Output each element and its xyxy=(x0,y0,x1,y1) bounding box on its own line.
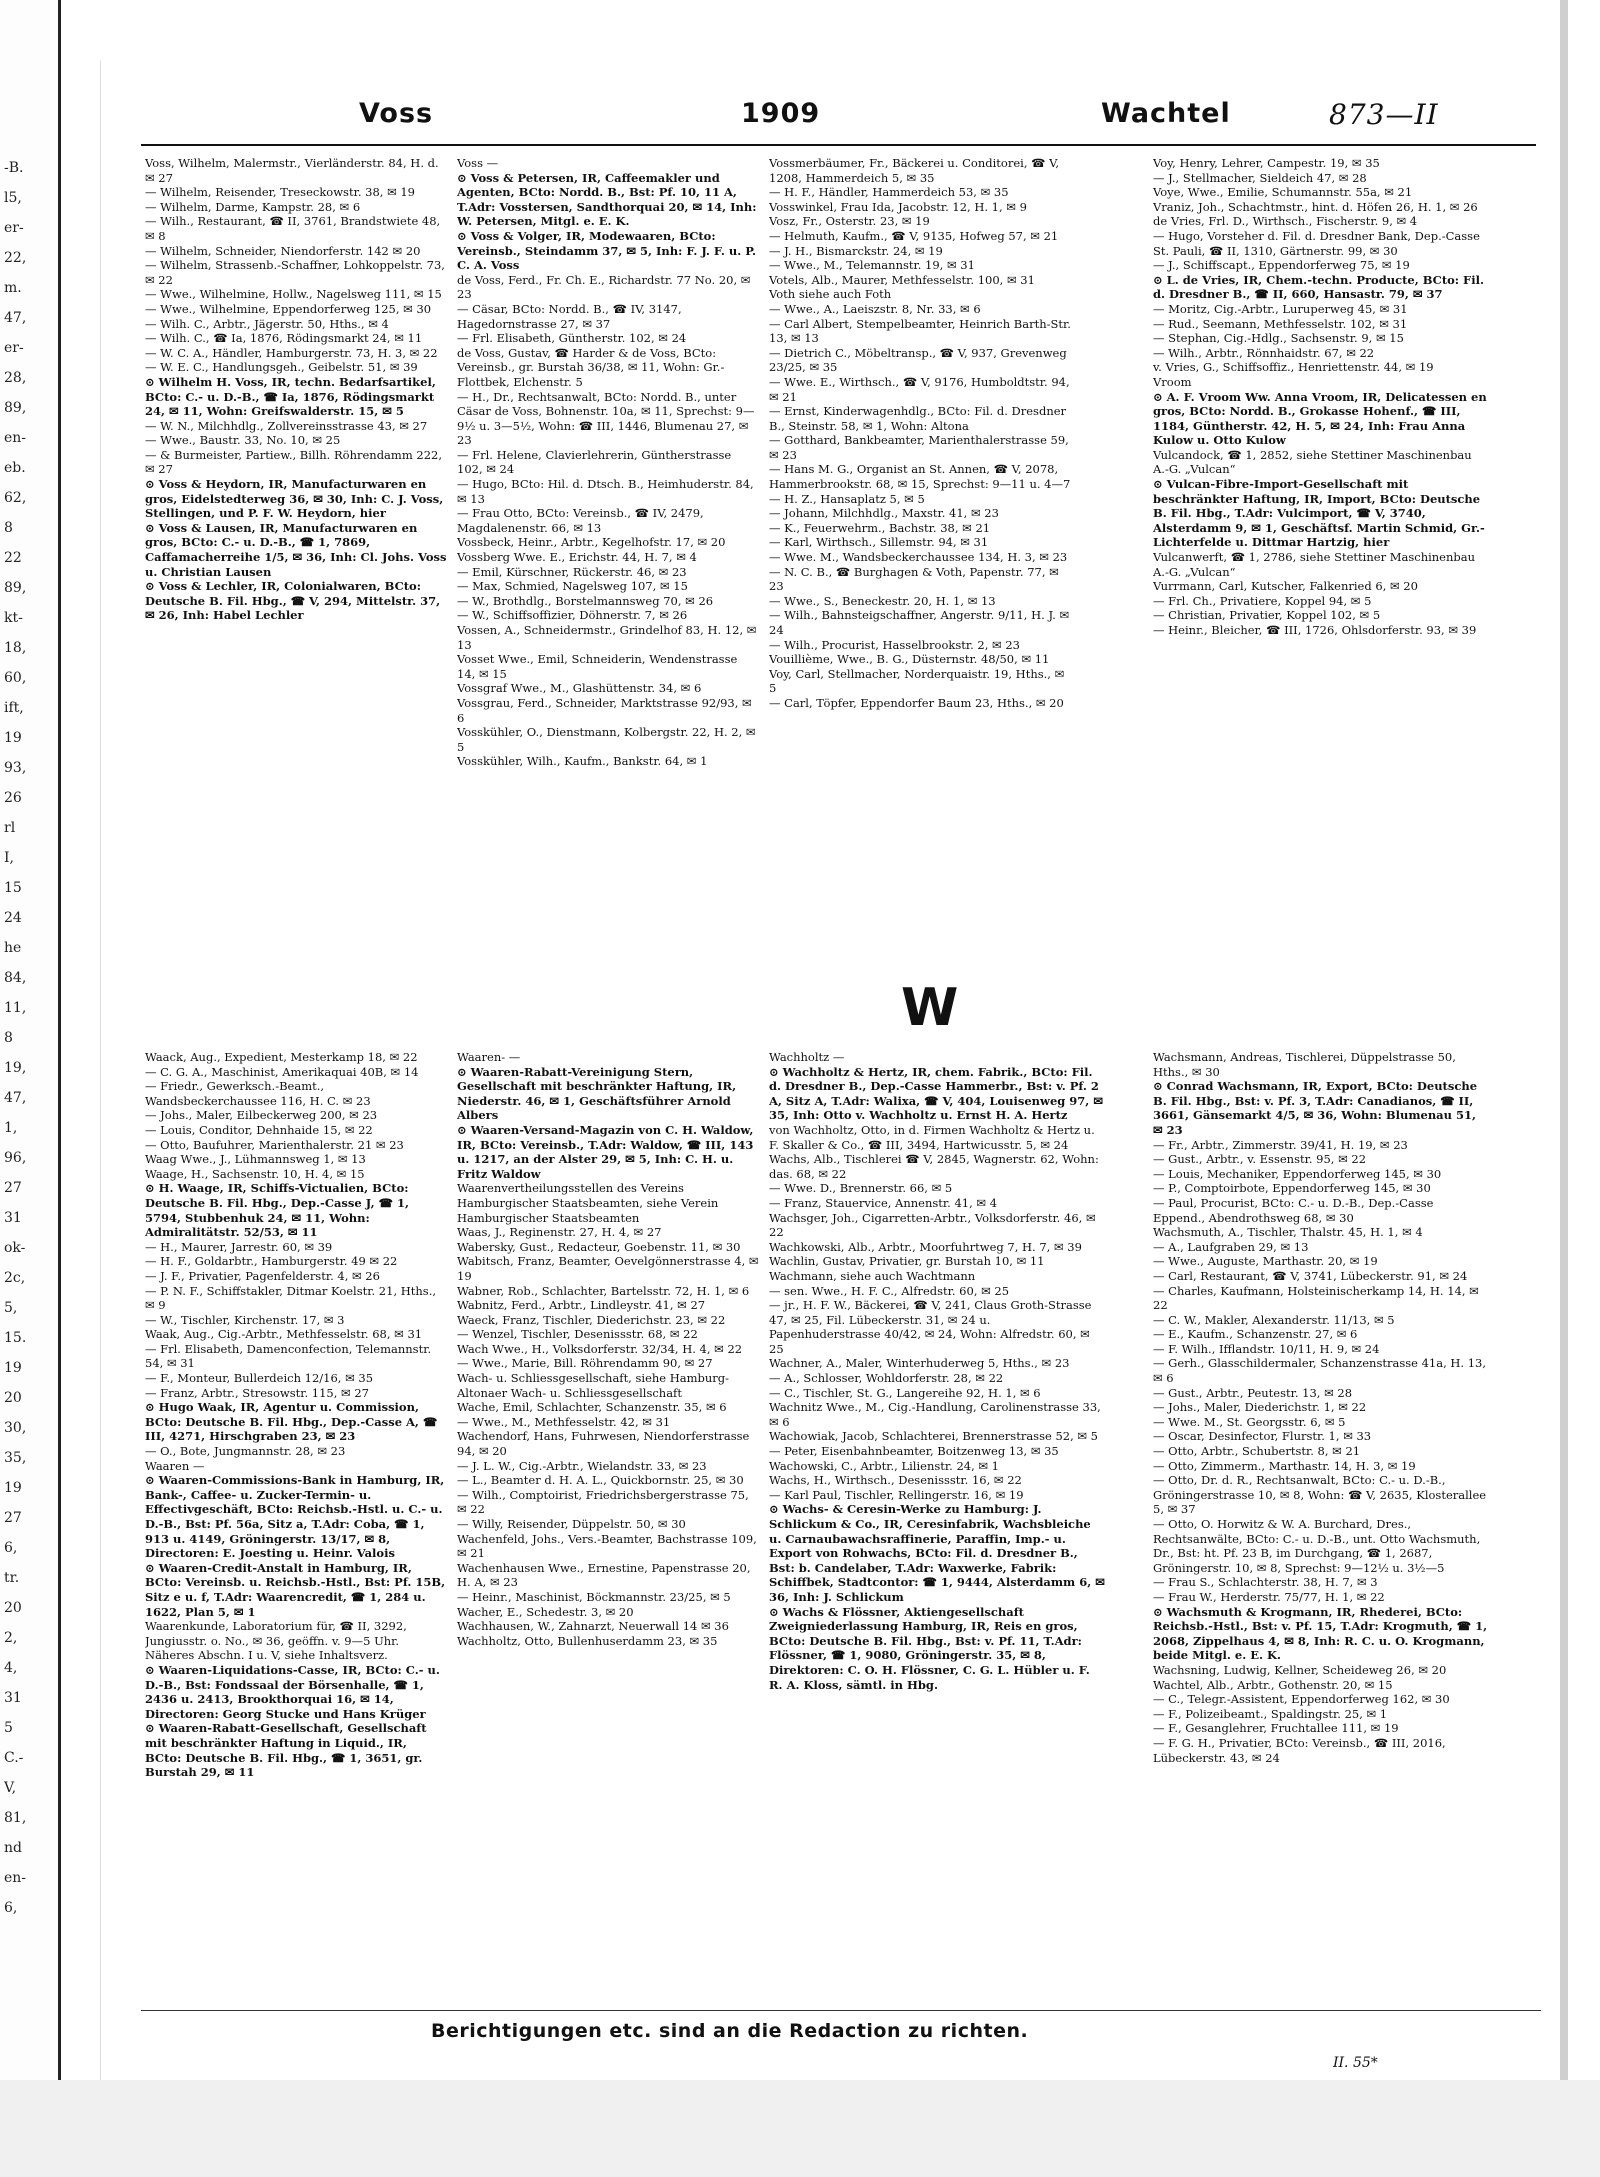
directory-entry: — Wwe. E., Wirthsch., ☎ V, 9176, Humboldtstr. 94, ✉ 21 xyxy=(769,374,1070,404)
directory-entry: Wachner, A., Maler, Winterhuderweg 5, Hths., ✉ 23 xyxy=(769,1356,1070,1371)
gutter-shadow-line xyxy=(58,0,61,2177)
directory-entry: — C. W., Makler, Alexanderstr. 11/13, ✉ 5 xyxy=(1153,1312,1395,1327)
directory-entry: — O., Bote, Jungmannstr. 28, ✉ 23 xyxy=(145,1444,346,1459)
directory-entry: Wachowski, C., Arbtr., Lilienstr. 24, ✉ 1 xyxy=(769,1458,999,1473)
bottom-column-2 xyxy=(457,1050,759,2005)
directory-entry: — K., Feuerwehrm., Bachstr. 38, ✉ 21 xyxy=(769,520,991,535)
directory-entry: — Wilh., Bahnsteigschaffner, Angerstr. 9/11, H. J. ✉ 24 xyxy=(769,608,1070,637)
directory-entry: — Wilhelm, Darme, Kampstr. 28, ✉ 6 xyxy=(145,199,361,214)
directory-entry: — Wilh. C., Arbtr., Jägerstr. 50, Hths., ✉ 4 xyxy=(145,316,389,331)
directory-entry: — Stephan, Cig.-Hdlg., Sachsenstr. 9, ✉ 15 xyxy=(1153,331,1404,346)
header-rule xyxy=(141,144,1536,146)
directory-entry: — Dietrich C., Möbeltransp., ☎ V, 937, Grevenweg 23/25, ✉ 35 xyxy=(769,345,1067,375)
directory-entry: — J. H., Bismarckstr. 24, ✉ 19 xyxy=(769,243,943,258)
signature-mark: II. 55* xyxy=(1333,2055,1378,2071)
gutter-fragment: er- xyxy=(4,220,24,236)
directory-entry: Vosswinkel, Frau Ida, Jacobstr. 12, H. 1, ✉ 9 xyxy=(769,199,1027,214)
directory-entry: ⊙ Wachsmuth & Krogmann, IR, Rhederei, BCto: Reichsb.-Hstl., Bst: v. Pf. 15, T.Adr: Krogmuth, ☎ 1, 2068, Zippelhaus 4, ✉ 8, Inh: R. C. u. O. Krogmann, beide Mitgl. e. E. K. xyxy=(1153,1604,1488,1663)
directory-entry: Vossen, A., Schneidermstr., Grindelhof 83, H. 12, ✉ 13 xyxy=(457,623,757,652)
gutter-fragment: he xyxy=(4,940,22,956)
directory-entry: ⊙ Waaren-Commissions-Bank in Hamburg, IR, Bank-, Caffee- u. Zucker-Termin- u. Effectivgeschäft, BCto: Reichsb.-Hstl. u. C.- u. D.-B., Bst: Pf. 56a, Sitz a, T.Adr: Coba, ☎ 1, 913 u. 4149, Gröningerstr. 13/17, ✉ 8, Directoren: E. Joesting u. Heinr. Valois xyxy=(145,1473,445,1561)
directory-entry: Wach- u. Schliessgesellschaft, siehe Hamburg-Altonaer Wach- u. Schliessgesellschaft xyxy=(457,1371,730,1400)
directory-entry: ⊙ L. de Vries, IR, Chem.-techn. Producte, BCto: Fil. d. Dresdner B., ☎ II, 660, Hansastr. 79, ✉ 37 xyxy=(1153,272,1484,302)
gutter-fragment: 89, xyxy=(4,580,27,596)
directory-entry: Voye, Wwe., Emilie, Schumannstr. 55a, ✉ 21 xyxy=(1153,185,1413,200)
directory-entry: — Gust., Arbtr., v. Essenstr. 95, ✉ 22 xyxy=(1153,1152,1367,1167)
directory-entry: Wachs, Alb., Tischlerei ☎ V, 2845, Wagnerstr. 62, Wohn: das. 68, ✉ 22 xyxy=(769,1152,1099,1181)
directory-entry: — Louis, Conditor, Dehnhaide 15, ✉ 22 xyxy=(145,1122,373,1137)
directory-entry: Wach Wwe., H., Volksdorferstr. 32/34, H. 4, ✉ 22 xyxy=(457,1341,743,1356)
directory-entry: ⊙ Voss & Lechler, IR, Colonialwaren, BCto: Deutsche B. Fil. Hbg., ☎ V, 294, Mittelstr. 37, ✉ 26, Inh: Habel Lechler xyxy=(145,579,441,623)
top-column-2 xyxy=(457,156,759,956)
gutter-fragment: V, xyxy=(4,1780,17,1796)
gutter-fragment: en- xyxy=(4,1870,27,1886)
left-gutter-strip xyxy=(0,0,58,2177)
gutter-fragment: 47, xyxy=(4,310,27,326)
gutter-fragment: 18, xyxy=(4,640,27,656)
directory-entry: Vosz, Fr., Osterstr. 23, ✉ 19 xyxy=(769,214,930,229)
directory-entry: Wachholtz — xyxy=(769,1050,845,1064)
directory-entry: — F. G. H., Privatier, BCto: Vereinsb., ☎ III, 2016, Lübeckerstr. 43, ✉ 24 xyxy=(1153,1735,1446,1765)
directory-entry: — Gerh., Glasschildermaler, Schanzenstrasse 41a, H. 13, ✉ 6 xyxy=(1153,1356,1487,1386)
directory-entry: Waaren — xyxy=(145,1458,205,1473)
gutter-fragment: I, xyxy=(4,850,14,866)
gutter-fragment: 89, xyxy=(4,400,27,416)
directory-entry: — Hans M. G., Organist an St. Annen, ☎ V, 2078, Hammerbrookstr. 68, ✉ 15, Sprechst: 9—11 u. 4—7 xyxy=(769,462,1071,492)
directory-entry: — Wilhelm, Schneider, Niendorferstr. 142 ✉ 20 xyxy=(145,243,421,258)
directory-entry: ⊙ A. F. Vroom Ww. Anna Vroom, IR, Delicatessen en gros, BCto: Nordd. B., Grokasse Hohenf., ☎ III, 1184, Güntherstr. 42, H. 5, ✉ 24, Inh: Frau Anna Kulow u. Otto Kulow xyxy=(1153,389,1487,448)
gutter-fragment: 28, xyxy=(4,370,27,386)
directory-entry: — H. F., Händler, Hammerdeich 53, ✉ 35 xyxy=(769,185,1009,200)
directory-entry: — Wwe., Wilhelmine, Eppendorferweg 125, ✉ 30 xyxy=(145,301,432,316)
directory-entry: Wabitsch, Franz, Beamter, Oevelgönnerstrasse 4, ✉ 19 xyxy=(457,1254,759,1283)
footer-rule xyxy=(141,2010,1541,2011)
directory-entry: Wachsning, Ludwig, Kellner, Scheideweg 26, ✉ 20 xyxy=(1153,1662,1447,1677)
directory-entry: — W. E. C., Handlungsgeh., Geibelstr. 51, ✉ 39 xyxy=(145,360,418,375)
directory-entry: — Wilh., Comptoirist, Friedrichsbergerstrasse 75, ✉ 22 xyxy=(457,1487,749,1517)
directory-entry: von Wachholtz, Otto, in d. Firmen Wachholtz & Hertz u. F. Skaller & Co., ☎ III, 3494, Hartwicusstr. 5, ✉ 24 xyxy=(769,1122,1095,1152)
directory-entry: Wabnitz, Ferd., Arbtr., Lindleystr. 41, ✉ 27 xyxy=(457,1298,706,1313)
gutter-fragment: 19 xyxy=(4,730,22,746)
directory-entry: Waas, J., Reginenstr. 27, H. 4, ✉ 27 xyxy=(457,1225,662,1240)
directory-entry: Vossgrau, Ferd., Schneider, Marktstrasse 92/93, ✉ 6 xyxy=(457,695,752,725)
gutter-fragment: 8 xyxy=(4,520,13,536)
directory-entry: — C., Tischler, St. G., Langereihe 92, H. 1, ✉ 6 xyxy=(769,1385,1041,1400)
header-page-number: 873—II xyxy=(1329,98,1439,131)
directory-entry: — Charles, Kaufmann, Holsteinischerkamp 14, H. 14, ✉ 22 xyxy=(1153,1283,1479,1313)
directory-entry: — Frau W., Herderstr. 75/77, H. 1, ✉ 22 xyxy=(1153,1589,1385,1604)
gutter-fragment: 22, xyxy=(4,250,27,266)
gutter-fragment: nd xyxy=(4,1840,22,1856)
directory-entry: — Frl. Helene, Clavierlehrerin, Güntherstrasse 102, ✉ 24 xyxy=(457,447,732,477)
directory-entry: Vouillième, Wwe., B. G., Düsternstr. 48/50, ✉ 11 xyxy=(769,652,1050,667)
directory-entry: Wachkowski, Alb., Arbtr., Moorfuhrtweg 7, H. 7, ✉ 39 xyxy=(769,1239,1082,1254)
directory-entry: Wachsmann, Andreas, Tischlerei, Düppelstrasse 50, Hths., ✉ 30 xyxy=(1153,1050,1456,1079)
directory-entry: — Wwe. M., St. Georgsstr. 6, ✉ 5 xyxy=(1153,1414,1346,1429)
directory-entry: ⊙ Waaren-Versand-Magazin von C. H. Waldow, IR, BCto: Vereinsb., T.Adr: Waldow, ☎ III, 143 u. 1217, an der Alster 29, ✉ 5, Inh: C. H. u. Fritz Waldow xyxy=(457,1122,754,1181)
directory-entry: — Christian, Privatier, Koppel 102, ✉ 5 xyxy=(1153,608,1381,623)
directory-entry: — Otto, Baufuhrer, Marienthalerstr. 21 ✉ 23 xyxy=(145,1137,404,1152)
bottom-column-3 xyxy=(769,1050,1105,2005)
directory-entry: — W. C. A., Händler, Hamburgerstr. 73, H. 3, ✉ 22 xyxy=(145,345,438,360)
directory-entry: — W., Brothdlg., Borstelmannsweg 70, ✉ 26 xyxy=(457,593,714,608)
directory-entry: Vossgraf Wwe., M., Glashüttenstr. 34, ✉ 6 xyxy=(457,681,702,696)
directory-entry: — H., Maurer, Jarrestr. 60, ✉ 39 xyxy=(145,1239,333,1254)
top-column-1 xyxy=(145,156,447,956)
directory-entry: — Friedr., Gewerksch.-Beamt., Wandsbeckerchaussee 116, H. C. ✉ 23 xyxy=(145,1079,371,1108)
directory-entry: Wabersky, Gust., Redacteur, Goebenstr. 11, ✉ 30 xyxy=(457,1239,741,1254)
directory-entry: Waarenkunde, Laboratorium für, ☎ II, 3292, Jungiusstr. o. No., ✉ 36, geöffn. v. 9—5 Uhr. Näheres Abschn. I u. V, siehe Inhaltsverz. xyxy=(145,1619,407,1663)
gutter-fragment: er- xyxy=(4,340,24,356)
directory-entry: — Frau S., Schlachterstr. 38, H. 7, ✉ 3 xyxy=(1153,1575,1378,1590)
gutter-fragment: 19, xyxy=(4,1060,27,1076)
gutter-fragment: tr. xyxy=(4,1570,20,1586)
directory-entry: — Otto, Zimmerm., Marthastr. 14, H. 3, ✉ 19 xyxy=(1153,1458,1416,1473)
gutter-fragment: 24 xyxy=(4,910,22,926)
directory-entry: — Emil, Kürschner, Rückerstr. 46, ✉ 23 xyxy=(457,564,687,579)
directory-entry: — F., Polizeibeamt., Spaldingstr. 25, ✉ 1 xyxy=(1153,1706,1388,1721)
section-letter: W xyxy=(901,978,959,1038)
directory-entry: Wachtel, Alb., Arbtr., Gothenstr. 20, ✉ 15 xyxy=(1153,1677,1393,1692)
directory-entry: — Johann, Milchhdlg., Maxstr. 41, ✉ 23 xyxy=(769,506,999,521)
directory-entry: — Wilh., Restaurant, ☎ II, 3761, Brandstwiete 48, ✉ 8 xyxy=(145,214,441,243)
gutter-fragment: ift, xyxy=(4,700,24,716)
directory-entry: Voss — xyxy=(457,156,499,170)
directory-entry: — Wwe., Auguste, Marthastr. 20, ✉ 19 xyxy=(1153,1254,1378,1269)
directory-entry: — Johs., Maler, Eilbeckerweg 200, ✉ 23 xyxy=(145,1108,378,1123)
directory-entry: — H. Z., Hansaplatz 5, ✉ 5 xyxy=(769,491,925,506)
directory-entry: — H., Dr., Rechtsanwalt, BCto: Nordd. B., unter Cäsar de Voss, Bohnenstr. 10a, ✉ 11, Sprechst: 9—9½ u. 3—5½, Wohn: ☎ III, 1446, Blumenau 27, ✉ 23 xyxy=(457,389,755,448)
directory-entry: ⊙ Wachholtz & Hertz, IR, chem. Fabrik., BCto: Fil. d. Dresdner B., Dep.-Casse Hammerbr., Bst: v. Pf. 2 A, Sitz A, T.Adr: Walixa, ☎ V, 404, Louisenweg 97, ✉ 35, Inh: Otto v. Wachholtz u. Ernst H. A. Hertz xyxy=(769,1064,1103,1123)
directory-entry: — Karl Paul, Tischler, Rellingerstr. 16, ✉ 19 xyxy=(769,1487,1024,1502)
gutter-fragment: 62, xyxy=(4,490,27,506)
directory-entry: v. Vries, G., Schiffsoffiz., Henriettenstr. 44, ✉ 19 xyxy=(1153,360,1434,375)
gutter-fragment: 81, xyxy=(4,1810,27,1826)
directory-entry: — A., Schlosser, Wohldorferstr. 28, ✉ 22 xyxy=(769,1371,1004,1386)
directory-entry: Votels, Alb., Maurer, Methfesselstr. 100, ✉ 31 xyxy=(769,272,1035,287)
gutter-fragment: 20 xyxy=(4,1390,22,1406)
gutter-fragment: 11, xyxy=(4,1000,27,1016)
directory-entry: Wachmann, siehe auch Wachtmann xyxy=(769,1268,976,1283)
directory-entry: Wache, Emil, Schlachter, Schanzenstr. 35, ✉ 6 xyxy=(457,1400,727,1415)
directory-entry: — Heinr., Bleicher, ☎ III, 1726, Ohlsdorferstr. 93, ✉ 39 xyxy=(1153,623,1477,637)
gutter-fragment: 8 xyxy=(4,1030,13,1046)
gutter-fragment: 93, xyxy=(4,760,27,776)
page-header xyxy=(101,98,1546,134)
directory-entry: Vulcanwerft, ☎ 1, 2786, siehe Stettiner Maschinenbau A.-G. „Vulcan“ xyxy=(1153,550,1476,579)
gutter-fragment: l5, xyxy=(4,190,22,206)
gutter-fragment: 4, xyxy=(4,1660,18,1676)
gutter-fragment: -B. xyxy=(4,160,24,176)
gutter-fragment: eb. xyxy=(4,460,26,476)
directory-entry: — E., Kaufm., Schanzenstr. 27, ✉ 6 xyxy=(1153,1327,1358,1342)
directory-entry: — Helmuth, Kaufm., ☎ V, 9135, Hofweg 57, ✉ 21 xyxy=(769,228,1059,243)
gutter-fragment: 35, xyxy=(4,1450,27,1466)
directory-entry: — Cäsar, BCto: Nordd. B., ☎ IV, 3147, Hagedornstrasse 27, ✉ 37 xyxy=(457,301,682,331)
directory-entry: Wachendorf, Hans, Fuhrwesen, Niendorferstrasse 94, ✉ 20 xyxy=(457,1429,750,1459)
directory-entry: — Louis, Mechaniker, Eppendorferweg 145, ✉ 30 xyxy=(1153,1166,1442,1181)
directory-entry: — Wwe., M., Telemannstr. 19, ✉ 31 xyxy=(769,258,975,273)
directory-entry: Wabner, Rob., Schlachter, Bartelsstr. 72, H. 1, ✉ 6 xyxy=(457,1283,750,1298)
directory-entry: — J. L. W., Cig.-Arbtr., Wielandstr. 33, ✉ 23 xyxy=(457,1458,707,1473)
directory-entry: — Rud., Seemann, Methfesselstr. 102, ✉ 31 xyxy=(1153,316,1408,331)
directory-entry: — Peter, Eisenbahnbeamter, Boitzenweg 13, ✉ 35 xyxy=(769,1444,1059,1459)
header-right-word: Wachtel xyxy=(1101,98,1231,129)
directory-entry: — Hugo, Vorsteher d. Fil. d. Dresdner Bank, Dep.-Casse St. Pauli, ☎ II, 1310, Gärtnerstr. 99, ✉ 30 xyxy=(1153,228,1480,258)
gutter-fragment: 2c, xyxy=(4,1270,26,1286)
directory-entry: — Franz, Stauervice, Annenstr. 41, ✉ 4 xyxy=(769,1195,998,1210)
directory-entry: — jr., H. F. W., Bäckerei, ☎ V, 241, Claus Groth-Strasse 47, ✉ 25, Fil. Lübeckerstr. 31, ✉ 24 u. Papenhuderstrasse 40/42, ✉ 24, Wohn: Alfredstr. 60, ✉ 25 xyxy=(769,1298,1092,1356)
directory-entry: — Karl, Wirthsch., Sillemstr. 94, ✉ 31 xyxy=(769,535,989,550)
directory-entry: — Willy, Reisender, Düppelstr. 50, ✉ 30 xyxy=(457,1517,686,1531)
directory-entry: ⊙ H. Waage, IR, Schiffs-Victualien, BCto: Deutsche B. Fil. Hbg., Dep.-Casse J, ☎ 1, 5794, Stubbenhuk 24, ✉ 11, Wohn: Admiralitätstr. 52/53, ✉ 11 xyxy=(145,1181,410,1240)
directory-entry: — P. N. F., Schiffstakler, Ditmar Koelstr. 21, Hths., ✉ 9 xyxy=(145,1283,437,1313)
directory-entry: — Ernst, Kinderwagenhdlg., BCto: Fil. d. Dresdner B., Steinstr. 58, ✉ 1, Wohn: Altona xyxy=(769,404,1067,433)
directory-entry: — J., Schiffscapt., Eppendorferweg 75, ✉ 19 xyxy=(1153,258,1410,273)
directory-entry: ⊙ Vulcan-Fibre-Import-Gesellschaft mit beschränkter Haftung, IR, Import, BCto: Deutsche B. Fil. Hbg., T.Adr: Vulcimport, ☎ V, 3740, Alsterdamm 9, ✉ 1, Geschäftsf. Martin Schmid, Gr.-Lichterfelde u. Dittmar Hartzig, hier xyxy=(1153,477,1485,550)
directory-entry: Vroom xyxy=(1153,374,1192,389)
directory-entry: — Hugo, BCto: Hil. d. Dtsch. B., Heimhuderstr. 84, ✉ 13 xyxy=(457,477,754,506)
directory-entry: — F., Monteur, Bullerdeich 12/16, ✉ 35 xyxy=(145,1371,374,1386)
directory-entry: — H. F., Goldarbtr., Hamburgerstr. 49 ✉ 22 xyxy=(145,1254,398,1269)
directory-entry: ⊙ Voss & Heydorn, IR, Manufacturwaren en gros, Eidelstedterweg 36, ✉ 30, Inh: C. J. Voss, Stellingen, und P. F. W. Heydorn, hier xyxy=(145,477,444,521)
gutter-fragment: 84, xyxy=(4,970,27,986)
directory-entry: — Wwe., M., Methfesselstr. 42, ✉ 31 xyxy=(457,1414,671,1429)
gutter-fragment: rl xyxy=(4,820,16,836)
gutter-fragment: 20 xyxy=(4,1600,22,1616)
right-page-edge xyxy=(1560,0,1568,2080)
directory-entry: — W., Schiffsoffizier, Döhnerstr. 7, ✉ 26 xyxy=(457,608,688,623)
directory-entry: ⊙ Voss & Lausen, IR, Manufacturwaren en gros, BCto: C.- u. D.-B., ☎ 1, 7869, Caffamacherreihe 1/5, ✉ 36, Inh: Cl. Johs. Voss u. Christian Lausen xyxy=(145,520,447,579)
directory-entry: — Carl, Restaurant, ☎ V, 3741, Lübeckerstr. 91, ✉ 24 xyxy=(1153,1268,1468,1283)
directory-entry: Waag Wwe., J., Lühmannsweg 1, ✉ 13 xyxy=(145,1152,366,1167)
directory-entry: — Wilh. C., ☎ Ia, 1876, Rödingsmarkt 24, ✉ 11 xyxy=(145,331,423,346)
directory-entry: ⊙ Waaren-Credit-Anstalt in Hamburg, IR, BCto: Vereinsb. u. Reichsb.-Hstl., Bst: Pf. 15B, Sitz e u. f, T.Adr: Waarencredit, ☎ 1, 284 u. 1622, Plan 5, ✉ 1 xyxy=(145,1560,446,1619)
gutter-fragment: 19 xyxy=(4,1480,22,1496)
gutter-fragment: 15 xyxy=(4,880,22,896)
directory-entry: Waeck, Franz, Tischler, Diederichstr. 23, ✉ 22 xyxy=(457,1312,726,1327)
directory-entry: — Wilhelm, Reisender, Treseckowstr. 38, ✉ 19 xyxy=(145,185,415,200)
directory-entry: — L., Beamter d. H. A. L., Quickbornstr. 25, ✉ 30 xyxy=(457,1473,744,1488)
directory-entry: ⊙ Wachs & Flössner, Aktiengesellschaft Zweigniederlassung Hamburg, IR, Reis en gros, BCto: Deutsche B. Fil. Hbg., Bst: v. Pf. 11, T.Adr: Flössner, ☎ 1, 9080, Gröningerstr. 35, ✉ 8, Direktoren: C. O. H. Flössner, C. G. L. Hübler u. F. R. A. Kloss, sämtl. in Hbg. xyxy=(769,1604,1090,1692)
directory-entry: — Wwe. M., Wandsbeckerchaussee 134, H. 3, ✉ 23 xyxy=(769,550,1068,565)
directory-entry: Waage, H., Sachsenstr. 10, H. 4, ✉ 15 xyxy=(145,1166,365,1181)
directory-entry: Wachholtz, Otto, Bullenhuserdamm 23, ✉ 35 xyxy=(457,1633,718,1648)
directory-entry: Vosset Wwe., Emil, Schneiderin, Wendenstrasse 14, ✉ 15 xyxy=(457,652,738,681)
directory-entry: — Max, Schmied, Nagelsweg 107, ✉ 15 xyxy=(457,579,688,594)
gutter-fragment: 60, xyxy=(4,670,27,686)
gutter-fragment: 31 xyxy=(4,1210,22,1226)
directory-entry: Vosskühler, Wilh., Kaufm., Bankstr. 64, ✉ 1 xyxy=(457,754,708,769)
gutter-fragment: 27 xyxy=(4,1510,22,1526)
directory-entry: — Fr., Arbtr., Zimmerstr. 39/41, H. 19, ✉ 23 xyxy=(1153,1137,1408,1152)
directory-entry: Wachsmuth, A., Tischler, Thalstr. 45, H. 1, ✉ 4 xyxy=(1153,1225,1423,1240)
header-left-word: Voss xyxy=(359,98,434,129)
directory-entry: — Carl, Töpfer, Eppendorfer Baum 23, Hths., ✉ 20 xyxy=(769,695,1064,710)
bottom-column-1 xyxy=(145,1050,447,2005)
top-column-4 xyxy=(1153,156,1489,956)
directory-entry: Voth siehe auch Foth xyxy=(769,287,892,302)
directory-entry: Wachowiak, Jacob, Schlachterei, Brennerstrasse 52, ✉ 5 xyxy=(769,1429,1098,1444)
directory-entry: — Gust., Arbtr., Peutestr. 13, ✉ 28 xyxy=(1153,1385,1353,1400)
directory-entry: Voy, Carl, Stellmacher, Norderquaistr. 19, Hths., ✉ 5 xyxy=(769,666,1065,696)
gutter-fragment: 26 xyxy=(4,790,22,806)
directory-entry: Wachhausen, W., Zahnarzt, Neuerwall 14 ✉ 36 xyxy=(457,1619,729,1634)
gutter-fragment: 1, xyxy=(4,1120,18,1136)
directory-entry: — & Burmeister, Partiew., Billh. Röhrendamm 222, ✉ 27 xyxy=(145,447,442,477)
directory-entry: Vurrmann, Carl, Kutscher, Falkenried 6, ✉ 20 xyxy=(1153,579,1418,594)
directory-entry: Vosskühler, O., Dienstmann, Kolbergstr. 22, H. 2, ✉ 5 xyxy=(457,725,756,754)
gutter-fragment: C.- xyxy=(4,1750,24,1766)
directory-entry: Vraniz, Joh., Schachtmstr., hint. d. Höfen 26, H. 1, ✉ 26 xyxy=(1153,199,1478,214)
directory-entry: — Moritz, Cig.-Arbtr., Luruperweg 45, ✉ 31 xyxy=(1153,301,1408,316)
gutter-fragment: en- xyxy=(4,430,27,446)
gutter-fragment: 27 xyxy=(4,1180,22,1196)
directory-entry: — Wwe. D., Brennerstr. 66, ✉ 5 xyxy=(769,1181,953,1196)
gutter-fragment: ok- xyxy=(4,1240,26,1256)
directory-entry: Waak, Aug., Cig.-Arbtr., Methfesselstr. 68, ✉ 31 xyxy=(145,1327,423,1342)
directory-entry: — Johs., Maler, Diederichstr. 1, ✉ 22 xyxy=(1153,1400,1367,1415)
directory-entry: — Frau Otto, BCto: Vereinsb., ☎ IV, 2479, Magdalenenstr. 66, ✉ 13 xyxy=(457,506,704,535)
directory-entry: — Wenzel, Tischler, Desenissstr. 68, ✉ 22 xyxy=(457,1327,698,1342)
directory-entry: Voy, Henry, Lehrer, Campestr. 19, ✉ 35 xyxy=(1153,156,1380,170)
directory-entry: Vossbeck, Heinr., Arbtr., Kegelhofstr. 17, ✉ 20 xyxy=(457,535,726,550)
gutter-fragment: 6, xyxy=(4,1540,18,1556)
directory-entry: — Wwe., Marie, Bill. Röhrendamm 90, ✉ 27 xyxy=(457,1356,713,1371)
directory-entry: Waack, Aug., Expedient, Mesterkamp 18, ✉ 22 xyxy=(145,1050,418,1064)
directory-entry: Wachsger, Joh., Cigarretten-Arbtr., Volksdorferstr. 46, ✉ 22 xyxy=(769,1210,1096,1240)
directory-entry: — Otto, O. Horwitz & W. A. Burchard, Dres., Rechtsanwälte, BCto: C.- u. D.-B., unt. Otto Wachsmuth, Dr., Bst: ht. Pf. 23 B, im Durchgang, ☎ 1, 2687, Gröningerstr. 10, ✉ 8, Sprechst: 9—12½ u. 3½—5 xyxy=(1153,1517,1481,1575)
directory-entry: Vulcandock, ☎ 1, 2852, siehe Stettiner Maschinenbau A.-G. „Vulcan“ xyxy=(1153,447,1472,477)
directory-entry: — Frl. Ch., Privatiere, Koppel 94, ✉ 5 xyxy=(1153,593,1372,608)
header-year: 1909 xyxy=(741,98,821,129)
directory-entry: — Frl. Elisabeth, Güntherstr. 102, ✉ 24 xyxy=(457,331,687,346)
directory-entry: — C. G. A., Maschinist, Amerikaquai 40B, ✉ 14 xyxy=(145,1064,419,1079)
directory-entry: ⊙ Wachs- & Ceresin-Werke zu Hamburg: J. Schlickum & Co., IR, Ceresinfabrik, Wachsbleiche u. Carnaubawachsraffinerie, Paraffin, Imp.- u. Export von Rohwachs, BCto: Fil. d. Dresdner B., Bst: b. Candelaber, T.Adr: Waxwerke, Fabrik: Schiffbek, Stadtcontor: ☎ 1, 9444, Alsterdamm 6, ✉ 36, Inh: J. Schlickum xyxy=(769,1502,1105,1604)
directory-entry: — Otto, Dr. d. R., Rechtsanwalt, BCto: C.- u. D.-B., Gröningerstrasse 10, ✉ 8, Wohn: ☎ V, 2635, Klosterallee 5, ✉ 37 xyxy=(1153,1473,1487,1517)
directory-entry: — A., Laufgraben 29, ✉ 13 xyxy=(1153,1239,1309,1254)
directory-entry: — N. C. B., ☎ Burghagen & Voth, Papenstr. 77, ✉ 23 xyxy=(769,564,1059,594)
directory-page xyxy=(100,60,1546,2080)
gutter-fragment: 19 xyxy=(4,1360,22,1376)
gutter-fragment: 5, xyxy=(4,1300,18,1316)
directory-entry: Waaren- — xyxy=(457,1050,521,1064)
directory-entry: — Wwe., A., Laeiszstr. 8, Nr. 33, ✉ 6 xyxy=(769,301,981,316)
bottom-column-4 xyxy=(1153,1050,1489,2005)
gutter-fragment: 5 xyxy=(4,1720,13,1736)
directory-entry: — Paul, Procurist, BCto: C.- u. D.-B., Dep.-Casse Eppend., Abendrothsweg 68, ✉ 30 xyxy=(1153,1195,1434,1225)
gutter-fragment: 2, xyxy=(4,1630,18,1646)
directory-entry: ⊙ Wilhelm H. Voss, IR, techn. Bedarfsartikel, BCto: C.- u. D.-B., ☎ Ia, 1876, Rödingsmarkt 24, ✉ 11, Wohn: Greifswalderstr. 15, ✉ 5 xyxy=(145,374,436,419)
directory-entry: — Wwe., Baustr. 33, No. 10, ✉ 25 xyxy=(145,433,341,448)
directory-entry: — J. F., Privatier, Pagenfelderstr. 4, ✉ 26 xyxy=(145,1268,380,1283)
directory-entry: Vossberg Wwe. E., Erichstr. 44, H. 7, ✉ 4 xyxy=(457,550,697,565)
directory-entry: — Wwe., S., Beneckestr. 20, H. 1, ✉ 13 xyxy=(769,593,996,608)
directory-entry: ⊙ Waaren-Rabatt-Vereinigung Stern, Gesellschaft mit beschränkter Haftung, IR, Niederstr. 46, ✉ 1, Geschäftsführer Arnold Albers xyxy=(457,1064,737,1123)
directory-entry: — W. N., Milchhdlg., Zollvereinsstrasse 43, ✉ 27 xyxy=(145,418,428,433)
directory-entry: — Oscar, Desinfector, Flurstr. 1, ✉ 33 xyxy=(1153,1429,1372,1444)
footer-note: Berichtigungen etc. sind an die Redaction zu richten. xyxy=(431,2020,1029,2042)
directory-entry: — Carl Albert, Stempelbeamter, Heinrich Barth-Str. 13, ✉ 13 xyxy=(769,316,1071,346)
directory-entry: — F., Gesanglehrer, Fruchtallee 111, ✉ 19 xyxy=(1153,1721,1399,1736)
directory-entry: ⊙ Voss & Volger, IR, Modewaaren, BCto: Vereinsb., Steindamm 37, ✉ 5, Inh: F. J. F. u. P. C. A. Voss xyxy=(457,228,757,273)
directory-entry: ⊙ Voss & Petersen, IR, Caffeemakler und Agenten, BCto: Nordd. B., Bst: Pf. 10, 11 A, T.Adr: Vosstersen, Sandthorquai 20, ✉ 14, Inh: W. Petersen, Mitgl. e. E. K. xyxy=(457,170,757,229)
directory-entry: Wachenhausen Wwe., Ernestine, Papenstrasse 20, H. A, ✉ 23 xyxy=(457,1560,751,1590)
directory-entry: Waarenvertheilungsstellen des Vereins Hamburgischer Staatsbeamten, siehe Verein Hamburgischer Staatsbeamten xyxy=(457,1181,719,1225)
directory-entry: — Otto, Arbtr., Schubertstr. 8, ✉ 21 xyxy=(1153,1444,1361,1459)
directory-entry: de Voss, Ferd., Fr. Ch. E., Richardstr. 77 No. 20, ✉ 23 xyxy=(457,272,751,302)
directory-entry: — C., Telegr.-Assistent, Eppendorferweg 162, ✉ 30 xyxy=(1153,1692,1450,1707)
directory-entry: ⊙ Hugo Waak, IR, Agentur u. Commission, BCto: Deutsche B. Fil. Hbg., Dep.-Casse A, ☎ III, 4271, Hirschgraben 23, ✉ 23 xyxy=(145,1400,438,1444)
directory-entry: ⊙ Waaren-Liquidations-Casse, IR, BCto: C.- u. D.-B., Bst: Fondssaal der Börsenhalle, ☎ 1, 2436 u. 2413, Brookthorquai 16, ✉ 14, Directoren: Georg Stucke und Hans Krüger xyxy=(145,1662,440,1721)
bottom-scan-margin xyxy=(0,2080,1600,2177)
gutter-fragment: 22 xyxy=(4,550,22,566)
directory-entry: Vossmerbäumer, Fr., Bäckerei u. Conditorei, ☎ V, 1208, Hammerdeich 5, ✉ 35 xyxy=(769,156,1060,185)
directory-entry: — Wilh., Arbtr., Rönnhaidstr. 67, ✉ 22 xyxy=(1153,345,1375,360)
directory-entry: — sen. Wwe., H. F. C., Alfredstr. 60, ✉ 25 xyxy=(769,1283,1010,1298)
gutter-fragment: 15. xyxy=(4,1330,27,1346)
gutter-fragment: 31 xyxy=(4,1690,22,1706)
directory-entry: Wacher, E., Schedestr. 3, ✉ 20 xyxy=(457,1604,634,1619)
gutter-fragment: 47, xyxy=(4,1090,27,1106)
directory-entry: — P., Comptoirbote, Eppendorferweg 145, ✉ 30 xyxy=(1153,1181,1431,1196)
directory-entry: Wachnitz Wwe., M., Cig.-Handlung, Carolinenstrasse 33, ✉ 6 xyxy=(769,1400,1101,1429)
directory-entry: — Gotthard, Bankbeamter, Marienthalerstrasse 59, ✉ 23 xyxy=(769,433,1069,462)
directory-entry: — Franz, Arbtr., Stresowstr. 115, ✉ 27 xyxy=(145,1385,369,1400)
directory-entry: de Vries, Frl. D., Wirthsch., Fischerstr. 9, ✉ 4 xyxy=(1153,214,1418,229)
directory-entry: ⊙ Waaren-Rabatt-Gesellschaft, Gesellschaft mit beschränkter Haftung in Liquid., IR, BCto: Deutsche B. Fil. Hbg., ☎ 1, 3651, gr. Burstah 29, ✉ 11 xyxy=(145,1721,427,1780)
directory-entry: — F. Wilh., Ifflandstr. 10/11, H. 9, ✉ 24 xyxy=(1153,1341,1380,1356)
directory-entry: Wachlin, Gustav, Privatier, gr. Burstah 10, ✉ 11 xyxy=(769,1254,1045,1269)
directory-entry: — Wwe., Wilhelmine, Hollw., Nagelsweg 111, ✉ 15 xyxy=(145,287,442,302)
directory-entry: de Voss, Gustav, ☎ Harder & de Voss, BCto: Vereinsb., gr. Burstah 36/38, ✉ 11, Wohn: Gr.-Flottbek, Elchenstr. 5 xyxy=(457,345,725,389)
gutter-fragment: 96, xyxy=(4,1150,27,1166)
directory-entry: — J., Stellmacher, Sieldeich 47, ✉ 28 xyxy=(1153,170,1367,185)
directory-entry: Wachenfeld, Johs., Vers.-Beamter, Bachstrasse 109, ✉ 21 xyxy=(457,1531,757,1561)
directory-entry: — W., Tischler, Kirchenstr. 17, ✉ 3 xyxy=(145,1312,345,1327)
directory-entry: — Heinr., Maschinist, Böckmannstr. 23/25, ✉ 5 xyxy=(457,1589,731,1604)
gutter-fragment: m. xyxy=(4,280,22,296)
directory-entry: — Wilhelm, Strassenb.-Schaffner, Lohkoppelstr. 73, ✉ 22 xyxy=(145,258,445,287)
top-column-3 xyxy=(769,156,1071,956)
gutter-fragment: 30, xyxy=(4,1420,27,1436)
directory-entry: ⊙ Conrad Wachsmann, IR, Export, BCto: Deutsche B. Fil. Hbg., Bst: v. Pf. 3, T.Adr: Canadianos, ☎ II, 3661, Gänsemarkt 4/5, ✉ 36, Wohn: Blumenau 51, ✉ 23 xyxy=(1153,1079,1478,1137)
directory-entry: Voss, Wilhelm, Malermstr., Vierländerstr. 84, H. d. ✉ 27 xyxy=(145,156,439,185)
directory-entry: — Frl. Elisabeth, Damenconfection, Telemannstr. 54, ✉ 31 xyxy=(145,1341,432,1371)
directory-entry: — Wilh., Procurist, Hasselbrookstr. 2, ✉ 23 xyxy=(769,637,1020,652)
gutter-fragment: kt- xyxy=(4,610,23,626)
gutter-fragment: 6, xyxy=(4,1900,18,1916)
directory-entry: Wachs, H., Wirthsch., Desenissstr. 16, ✉ 22 xyxy=(769,1473,1022,1488)
